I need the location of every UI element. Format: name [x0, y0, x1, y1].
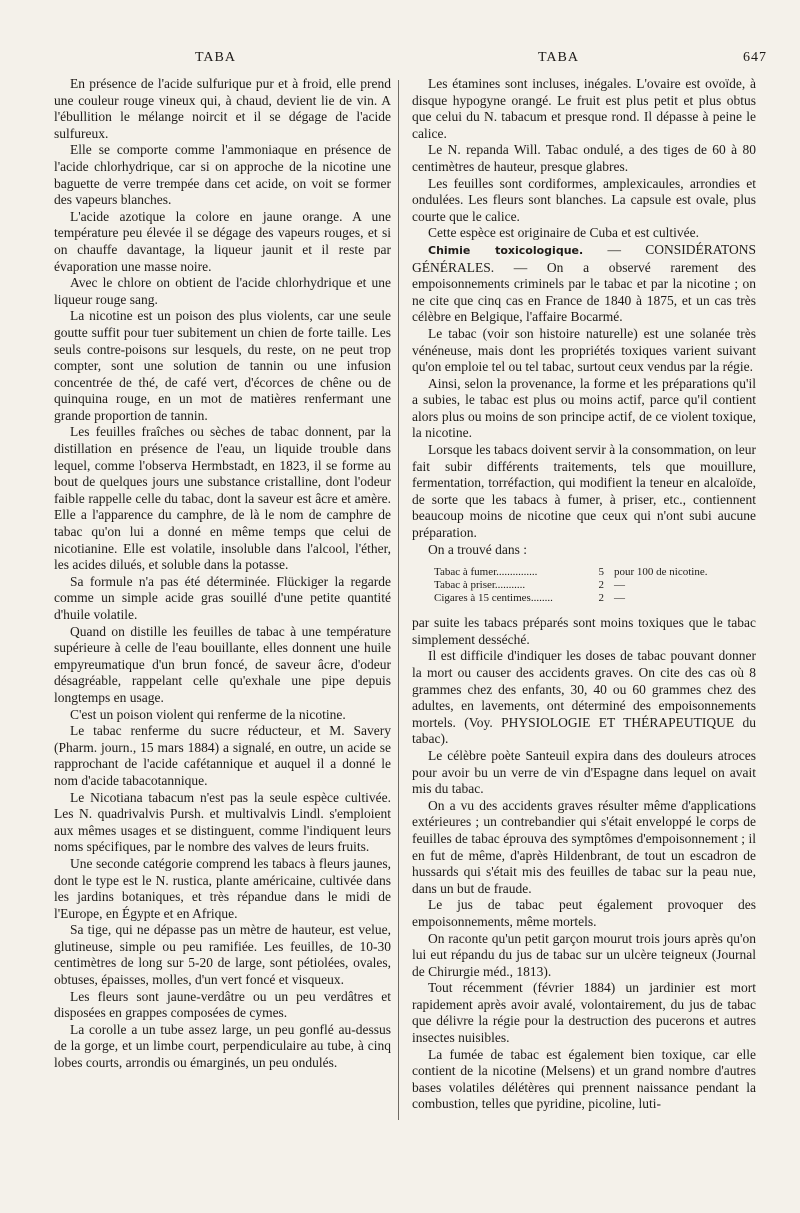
paragraph: Cette espèce est originaire de Cuba et est cultivée. — [428, 225, 700, 241]
right-column — [412, 76, 756, 1113]
paragraph: Les feuilles sont cordiformes, amplexicaules, arrondies et ondulées. Les fleurs sont blanches. La capsule est ovale, plus courte que le calice. — [412, 175, 756, 224]
paragraph: Une seconde catégorie comprend les tabacs à fleurs jaunes, dont le type est le N. rustica, plante américaine, cultivée dans les jardins botaniques, et très répandue dans le midi de l'Europe, en Égypte et en Afrique. — [54, 855, 391, 921]
paragraph: Les fleurs sont jaune-verdâtre ou un peu verdâtres et disposées en grappes composées de cymes. — [54, 988, 391, 1021]
paragraph: Avec le chlore on obtient de l'acide chlorhydrique et une liqueur rouge sang. — [54, 275, 391, 307]
left-column — [54, 76, 391, 1072]
running-head-left: TABA — [195, 50, 236, 65]
table-cell-unit: pour 100 de nicotine. — [614, 566, 708, 579]
paragraph: Tout récemment (février 1884) un jardinier est mort rapidement après avoir avalé, volontairement, du jus de tabac que délivre la régie pour la destruction des pucerons et autres insectes nuisibles. — [412, 980, 756, 1046]
paragraph: par suite les tabacs préparés sont moins toxiques que le tabac simplement desséché. — [412, 615, 756, 647]
table-row — [434, 566, 711, 579]
nicotine-content-table — [434, 566, 711, 605]
paragraph: On a trouvé dans : — [428, 541, 527, 557]
table-cell-label: Cigares à 15 centimes........ — [434, 592, 553, 605]
paragraph: Il est difficile d'indiquer les doses de tabac pouvant donner la mort ou causer des accidents graves. On cite des cas où 8 grammes chez des enfants, 30, 40 ou 60 grammes chez des adultes, en lavements, ont déterminé des empoisonnements mortels. (Voy. PHYSIOLOGIE ET THÉRAPEUTIQUE du tabac). — [412, 648, 756, 747]
paragraph: Les étamines sont incluses, inégales. L'ovaire est ovoïde, à disque hypogyne orangé. Le fruit est plus petit et plus obtus que celui du N. tabacum et presque rond. Il dépasse à peine le calice. — [412, 76, 756, 141]
table-cell-unit: — — [614, 579, 625, 592]
paragraph: Le jus de tabac peut également provoquer des empoisonnements, même mortels. — [412, 897, 756, 929]
paragraph: Le célèbre poète Santeuil expira dans des douleurs atroces pour avoir bu un verre de vin d'Espagne dans lequel on avait mis du tabac. — [412, 747, 756, 797]
paragraph: Le tabac (voir son histoire naturelle) est une solanée très vénéneuse, mais dont les propriétés toxiques varient suivant qu'on emploie tel ou tel tabac, surtout ceux vendus par la régie. — [412, 325, 756, 375]
table-row — [434, 592, 711, 605]
paragraph: Les feuilles fraîches ou sèches de tabac donnent, par la distillation en présence de l'eau, un liquide trouble dans lequel, comme l'observa Hermbstadt, en 1823, il se forme au bout de quelques jours une substance cristalline, dont l'odeur faible rappelle celle du tabac, dont la saveur est âcre et amère. Elle a l'apparence du camphre, de là le nom de camphre de tabac qu'on lui a donné en même temps que celui de nicotianine. Elle est volatile, insoluble dans l'alcool, l'éther, les acides dilués, et soluble dans la potasse. — [54, 424, 391, 573]
table-row — [434, 579, 711, 592]
table-cell-value: 2 — [598, 579, 604, 592]
paragraph: Lorsque les tabacs doivent servir à la consommation, on leur fait subir différents traitements, tels que mouillure, fermentation, torréfaction, qui modifient la teneur en alcaloïde, de sorte que les tabacs à fumer, à priser, etc., contiennent beaucoup moins de nicotine que ceux qui n'ont subi aucune préparation. — [412, 442, 756, 541]
column-divider — [398, 80, 399, 1120]
table-cell-unit: — — [614, 592, 625, 605]
paragraph: C'est un poison violent qui renferme de la nicotine. — [70, 706, 346, 722]
paragraph: Le N. repanda Will. Tabac ondulé, a des tiges de 60 à 80 centimètres de hauteur, presque glabres. — [412, 142, 756, 174]
paragraph: L'acide azotique la colore en jaune orange. A une température peu élevée il se dégage des vapeurs rouges, et si on chauffe davantage, la liqueur jaunit et il reste par évaporation une masse noire. — [54, 208, 391, 274]
table-cell-value: 5 — [598, 566, 604, 579]
running-head-right: TABA — [538, 50, 579, 65]
page-number: 647 — [743, 50, 767, 65]
paragraph: Elle se comporte comme l'ammoniaque en présence de l'acide chlorhydrique, car si on approche de la nicotine une baguette de verre trempée dans cet acide, on voit se former des vapeurs blanches. — [54, 142, 391, 208]
paragraph: Sa formule n'a pas été déterminée. Flückiger la regarde comme un simple acide gras souillé d'une petite quantité d'huile volatile. — [54, 573, 391, 622]
table-cell-value: 2 — [598, 592, 604, 605]
paragraph: Quand on distille les feuilles de tabac à une température supérieure à celle de l'eau bouillante, elles donnent une huile empyreumatique d'un brun foncé, de saveur âcre, d'odeur désagréable, rappelant celle qu'exhale une pipe depuis longtemps en usage. — [54, 623, 391, 705]
paragraph: On a vu des accidents graves résulter même d'applications extérieures ; un contrebandier qui s'était enveloppé le corps de feuilles de tabac éprouva des symptômes d'empoisonnement ; il en fut de même, d'après Hildenbrant, de tout un escadron de hussards qui s'était mis des feuilles de tabac sur la peau nue, dans un but de fraude. — [412, 797, 756, 896]
paragraph: On raconte qu'un petit garçon mourut trois jours après qu'on lui eut répandu du jus de tabac sur un ulcère teigneux (Journal de Chirurgie méd., 1813). — [412, 930, 756, 979]
section-paragraph — [412, 242, 756, 326]
paragraph: La corolle a un tube assez large, un peu gonflé au-dessus de la gorge, et un limbe court, perpendiculaire au tube, à cinq lobes courts, arrondis ou émarginés, un peu ondulés. — [54, 1021, 391, 1071]
paragraph: La fumée de tabac est également bien toxique, car elle contient de la nicotine (Melsens) et un grand nombre d'autres bases volatiles délétères qui prennent naissance pendant la combustion, telles que pyridine, picoline, luti- — [412, 1046, 756, 1112]
paragraph: La nicotine est un poison des plus violents, car une seule goutte suffit pour tuer subitement un chien de forte taille. Les seuls contre-poisons sur lesquels, du reste, on ne peut trop compter, sont une solution de tannin ou une infusion concentrée de thé, de café vert, d'écorces de chêne ou de quinquina rouge, en un mot de matières renfermant une grande proportion de tannin. — [54, 308, 391, 423]
paragraph: Le tabac renferme du sucre réducteur, et M. Savery (Pharm. journ., 15 mars 1884) a signalé, en outre, un acide se rapprochant de l'acide cafétannique et auquel il a donné le nom d'acide tabacotannique. — [54, 723, 391, 788]
paragraph: Sa tige, qui ne dépasse pas un mètre de hauteur, est velue, glutineuse, simple ou peu ramifiée. Les feuilles, de 10-30 centimètres de long sur 5-20 de large, sont pétiolées, ovales, obtuses, épaisses, molles, d'un vert foncé et visqueux. — [54, 922, 391, 988]
paragraph: Le Nicotiana tabacum n'est pas la seule espèce cultivée. Les N. quadrivalvis Pursh. et multivalvis Lindl. s'emploient aux mêmes usages et se distinguent, comme l'indiquent leurs noms spécifiques, par le nombre des valves de leurs fruits. — [54, 789, 391, 855]
paragraph: Ainsi, selon la provenance, la forme et les préparations qu'il a subies, le tabac est plus ou moins actif, parce qu'il contient alors plus ou moins de son principe actif, de ce violent toxique, la nicotine. — [412, 375, 756, 441]
table-cell-label: Tabac à priser........... — [434, 579, 526, 592]
section-lead-text: — CONSIDÉRATONS GÉNÉRALES. — On a observé rarement des empoisonnements criminels par le tabac et par la nicotine ; on ne cite que cinq cas en France de 1840 à 1875, et un cas très célèbre en Belgique, l'affaire Bocarmé. — [412, 241, 756, 325]
paragraph: En présence de l'acide sulfurique pur et à froid, elle prend une couleur rouge vineux qui, à chaud, devient lie de vin. A l'ébullition le mélange noircit et il se dégage de l'acide sulfureux. — [54, 76, 391, 141]
section-lead: Chimie toxicologique. — [428, 243, 584, 257]
table-cell-label: Tabac à fumer............... — [434, 566, 538, 579]
